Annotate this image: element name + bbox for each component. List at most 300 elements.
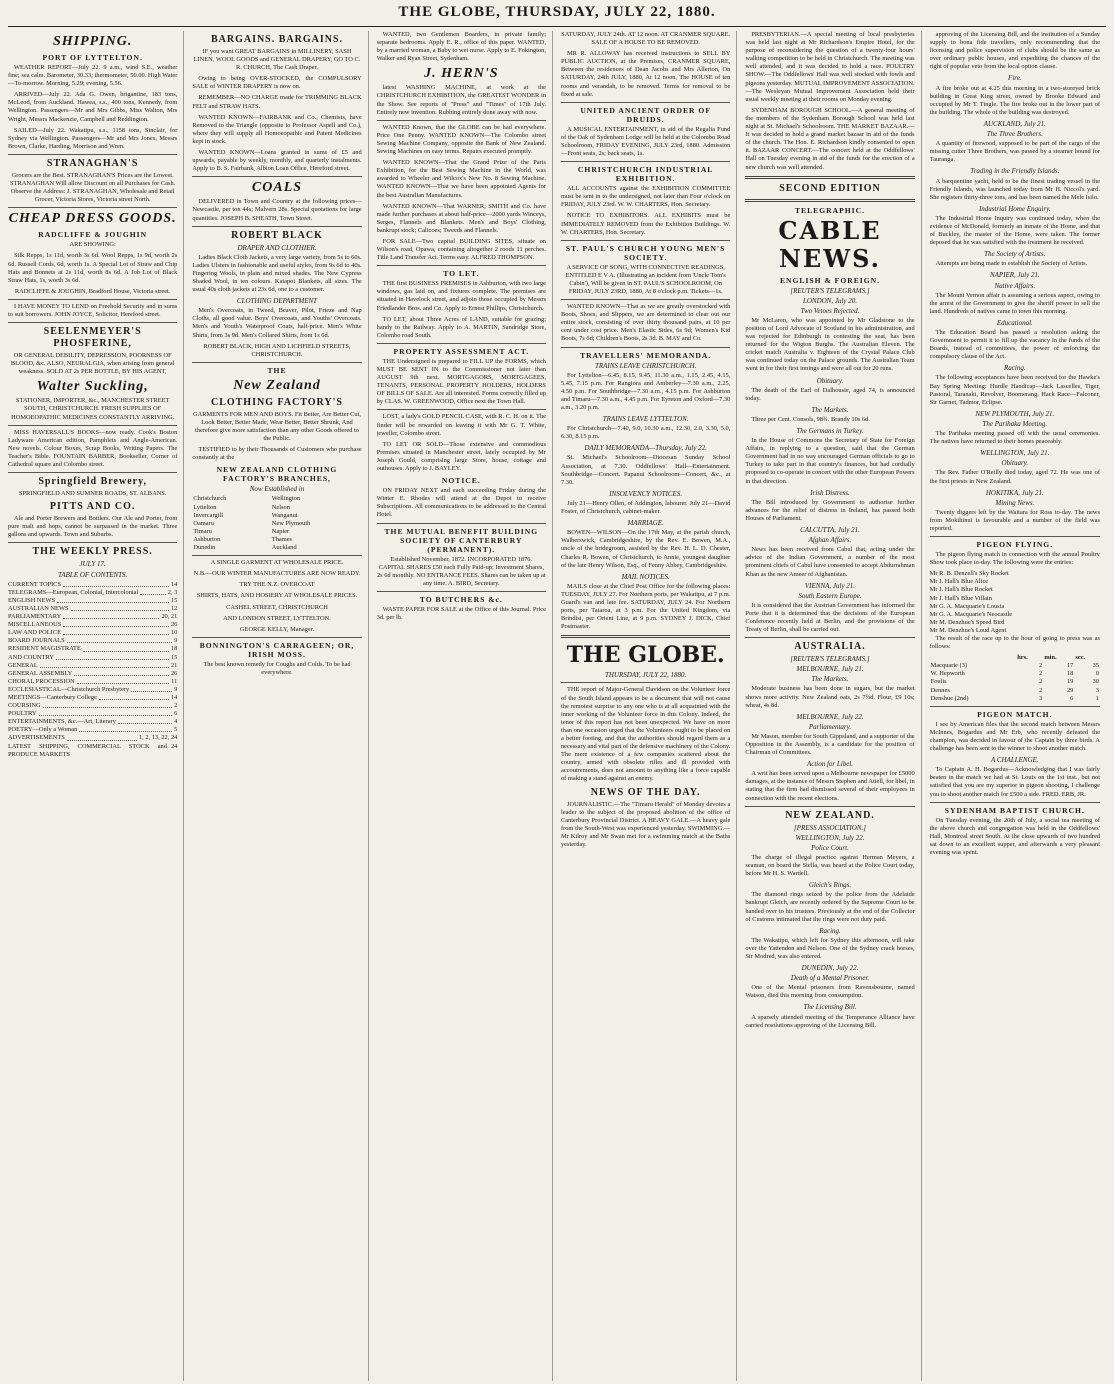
toc-leader	[77, 678, 169, 684]
pigeon-cell-hrs: 2	[1039, 686, 1043, 694]
property-heading: PROPERTY ASSESSMENT ACT.	[393, 346, 530, 356]
parihaka-body: The Parihaka meeting passed off with the usual ceremonies. The natives have returned to their homes peaceably.	[929, 430, 1100, 446]
leader-article: THE report of Major-General Davidson on the Volunteer force of the South Island appears to be a document that will not cause the remotest surprise to any one who is at all acquainted with the inner working of the Volunteer force in this Colony. Indeed, the tenor of this report has not been unexpected. We have on more than one occasion urged that the Volunteers ought to be placed on a better footing, and that the authorities should regard them as a necessary and vital part of the defensive machinery of the Colony. The mere existence of a few companies scattered about the country, armed with obsolete rifles and ill provided with accoutrements, does not amount to anything like a force capable of making a stand against an enemy.	[560, 686, 731, 783]
stranaghan-body: Grocers are the Best. STRANAGHAN'S Prices are the Lowest. STRANAGHAN Will allow Discount on all Purchases for Cash. Observe the Address: J. STRANAGHAN, Wholesale and Retail Grocer, Victoria Stores, Victoria street North.	[10, 171, 176, 204]
branches-heading: NEW ZEALAND CLOTHING FACTORY'S BRANCHES,	[216, 465, 338, 484]
pigeon-cell-sec: 1	[1095, 694, 1099, 702]
afghan-heading: Afghan Affairs.	[808, 536, 852, 545]
prisoner-body: One of the Mental prisoners from Ravensbourne, named Watson, died this morning from consumption.	[745, 984, 915, 1000]
boots-ad: WANTED KNOWN—That as we are greatly overstocked with Boots, Shoes, and Slippers, we are determined to clear out our entire stock, consisting of over thirty thousand pairs, at 10 per cent under cost price. Men's Elastic Sides, 6s 9d; Women's Kid Boots, 7s 6d; Children's Boots, 2s 3d. B. MAY and Co.	[560, 303, 731, 343]
col-min: min.	[1044, 654, 1057, 662]
lichfield-line: AND LONDON STREET, LYTTELTON.	[223, 614, 331, 622]
insolvency-body: July 21—Henry Ollen, of Addington, labourer. July 21—David Foster, of Christchurch, cabinet-maker.	[560, 499, 731, 516]
toc-row	[8, 613, 177, 621]
overcoat-line: TRY THE N.Z. OVERCOAT	[239, 581, 315, 589]
toc-row	[8, 654, 177, 662]
table-row	[930, 695, 1100, 703]
st-pauls-body: A SERVICE OF SONG, WITH CONNECTIVE READINGS, ENTITLED E V A. (Illustrating an incident from 'Uncle Tom's Cabin'), Will be given in ST. PAUL'S SCHOOLROOM, On FRIDAY, JULY 23RD, 1880, At 8 o'clock p.m. Tickets—1s.	[565, 263, 726, 295]
toc-leader	[63, 613, 159, 619]
toc-page: 26	[170, 621, 178, 629]
druids-body: A MUSICAL ENTERTAINMENT, in aid of the Regalia Fund of the Oak of Sydenham Lodge will be held at the Colombo Road Schoolroom, FRIDAY EVENING, JULY 23rd, 1880. Admission—Front seats, 2s; back seats, 1s.	[560, 125, 731, 158]
wanted-boarders: WANTED, two Gentlemen Boarders, in private family; separate bedrooms. Apply E. R., office of this paper. WANTED, by a married woman, a Baby to wet nurse. Apply to E. Fokington, Walker and Ryan Street, Sydenham.	[376, 31, 546, 63]
police-court-heading: Police Court.	[811, 843, 849, 852]
pigeon-cell-min: 6	[1070, 694, 1074, 702]
toc-page: 20, 21	[161, 613, 178, 621]
toc-page: 11	[171, 677, 178, 685]
toc-row	[8, 710, 177, 718]
toc-leader	[74, 670, 169, 676]
racing-heading: Racing.	[1004, 364, 1026, 373]
pigeon-entry: Mr M. Denzhue's Speed Bird	[929, 618, 1005, 626]
overstock-notice: Owing to being OVER-STOCKED, the COMPULSORY SALE of WINTER DRAPERY is now on.	[192, 75, 362, 91]
toc-page: 15	[170, 653, 178, 661]
wholesale-line: A SINGLE GARMENT AT WHOLESALE PRICE.	[210, 559, 344, 567]
toc-label: MISCELLANEOUS	[8, 621, 62, 629]
table-row	[930, 670, 1100, 678]
cheap-dress-heading: CHEAP DRESS GOODS.	[8, 211, 177, 227]
toc-row	[8, 678, 177, 686]
vienna-body: It is considered that the Austrian Government has informed the Porte that it is determined that the decisions of the European Conference recently held at Berlin, and the provisions of the Treaty of Berlin, shall be carried out.	[745, 601, 915, 634]
local-news-2: SYDENHAM BOROUGH SCHOOL.—A general meeting of the members of the Sydenham Borough School was held last night at St. Michael's Schoolroom. THE MARKET BAZAAR.—It was decided to hold a grand market bazaar in aid of the funds of the church. The Hon. E. Richardson kindly consented to open it. BAZAAR CONCERT.—The concert held at the Oddfellows' Hall on Tuesday evening in aid of the funds for the erection of a new church was well attended.	[745, 106, 915, 171]
pigeon-cell-name: W. Hepworth	[930, 670, 965, 678]
dunedin-dateline: DUNEDIN, July 22.	[801, 964, 859, 973]
pitts-heading: PITTS AND CO.	[49, 501, 136, 513]
table-row	[930, 662, 1100, 670]
butchers-body: WASTE PAPER FOR SALE at the Office of this Journal. Price 3d. per lb.	[376, 605, 546, 621]
napier-dateline: NAPIER, July 21.	[989, 271, 1040, 280]
weather-report: WEATHER REPORT—July 22. 9 a.m., wind S.E., weather fine; sea calm. Barometer, 30.33; thermometer, 50.00. High Water—To-morrow. Morning, 5.29; evening, 5.56.	[8, 64, 178, 88]
branch-town: Ashburton	[193, 535, 221, 543]
toc-leader	[57, 597, 169, 603]
toc-leader	[40, 662, 169, 668]
sailed-list: SAILED—July 22. Wakatipu, s.s., 1158 tons, Sinclair, for Sydney via Wellington. Passengers—Mr and Mrs Jones, Messrs Brown, Clarke, Harding, Morrison and Wren.	[8, 126, 178, 150]
clothing-factory-heading: CLOTHING FACTORY'S	[210, 396, 343, 408]
toc-label: CHORAL PROCESSION	[8, 677, 75, 685]
turkey-body: In the House of Commons the Secretary of State for Foreign Affairs, in replying to a question, said that the German Government had in no way encouraged German officials to go to Turkey to take part in that country's finances, but had cordially proposed to co-operate in concert with the other European Powers in that direction.	[745, 437, 915, 485]
artists-heading: The Society of Artists.	[984, 250, 1046, 259]
manager-line: GEORGE KELLY, Manager.	[239, 625, 315, 633]
markets-body: Three per Cent. Consols, 98¾. Brandy 10s 6d.	[751, 415, 870, 423]
toc-label: GENERAL	[8, 661, 38, 669]
toc-page: 12	[170, 604, 178, 612]
to-let-land: TO LET, about Three Acres of LAND, suitable for grazing; handy to the Railway. Apply to A. MARTIN, Sandridge Store, Colombo road South.	[376, 315, 546, 339]
branch-town: Christchurch	[193, 495, 227, 503]
robert-black-address: ROBERT BLACK, HIGH AND LICHFIELD STREETS, CHRISTCHURCH.	[203, 342, 351, 358]
branch-towns	[192, 495, 361, 552]
weekly-press-date: JULY 17.	[79, 560, 106, 569]
new-plymouth-dateline: NEW PLYMOUTH, July 21.	[975, 409, 1055, 418]
news-of-the-day: JOURNALISTIC.—The "Timaru Herald" of Monday devotes a leader to the subject of the proposed abolition of the office of Canterbury Provincial District. A HEAVY GALE.—A heavy gale from the South-West was experienced yesterday. SWIMMING.—Mr Kilroy and Mr Swan met for a swimming match at the Baths yesterday.	[560, 800, 731, 849]
to-let-premises: TO LET OR SOLD—Those extensive and commodious Premises situated in Manchester street, lately occupied by Mr Joseph Gould, comprising large Store, house, cottage and outhouses. Apply to J. BAYLEY.	[376, 440, 546, 473]
radcliffe-items: Silk Repps, 1s 11d, worth 3s 6d. Wool Repps, 1s 9d, worth 2s 6d. Russell Cords, 6d, worth 1s. A Special Lot of Straw and Chip Hats and Bonnets at 2s 11d, worth 8s 6d. A Job Lot of Black Straw Hats, 1s, worth 3s 6d.	[8, 252, 178, 284]
shirts-line: SHIRTS, HATS, AND HOSIERY AT WHOLESALE PRICES.	[196, 592, 358, 600]
branch-row	[192, 512, 361, 520]
branch-town: Napier	[271, 527, 290, 535]
branch-town: Oamaru	[193, 519, 214, 527]
toc-label: POETRY—Only a Woman	[8, 726, 78, 734]
branch-town: Thames	[271, 535, 293, 543]
toc-page: 2	[174, 702, 178, 710]
pigeon-cell-sec: 0	[1095, 670, 1099, 678]
friendly-islands-heading: Trading in the Friendly Islands.	[970, 167, 1060, 176]
masthead	[8, 4, 1106, 27]
to-let-body: THE first BUSINESS PREMISES in Ashburton, with two large windows, gas laid on, and fixtures complete. The premises are situated in Havelock street, and adjoin those occupied by Messrs Friedlander Bros. and Co. Apply to Ernest Phillips, Christchurch.	[376, 280, 546, 312]
toc-page: 10	[170, 629, 178, 637]
markets-heading: The Markets.	[811, 405, 849, 414]
parliamentary-body: Mr Mason, member for South Gippsland, and a supporter of the Opposition in the Assembly, is a candidate for the position of Chairman of Committees.	[745, 732, 915, 757]
hern-heading: J. HERN'S	[424, 66, 499, 82]
toc-leader	[83, 645, 169, 651]
toc-label: COURSING	[8, 702, 41, 710]
wellington-dateline: WELLINGTON, July 22.	[795, 833, 865, 842]
trimming-notice: REMEMBER—NO CHARGE made for TRIMMING BLACK FELT and STRAW HATS.	[192, 94, 362, 110]
native-affairs-body: The Mount Vernon affair is assuming a serious aspect, owing to the arrest of the Government to give the sheriff power to sell the land. Hundreds of natives came to town this morning.	[929, 291, 1100, 315]
daily-memoranda-heading: DAILY MEMORANDA—Thursday, July 22.	[584, 444, 707, 453]
pigeon-entry: Mr R. B. Denzell's Sky Rocket	[929, 570, 1009, 578]
pigeon-cell-name: Denshue (2nd)	[930, 694, 969, 702]
pigeon-cell-hrs: 2	[1039, 678, 1043, 686]
branch-town: Dunedin	[193, 544, 216, 552]
suckling-body: STATIONER, IMPORTER, &c., MANCHESTER STREET SOUTH, CHRISTCHURCH. FRESH SUPPLIES OF HOMOEOPATHIC MEDICINES CONSTANTLY ARRIVING.	[11, 397, 175, 421]
pigeon-cell-name: Foulis	[930, 678, 947, 686]
toc-label: ADVERTISEMENTS	[8, 734, 65, 742]
money-lend-ad: I HAVE MONEY TO LEND on Freehold Security and in sums to suit borrowers. JOHN JOYCE, Solicitor, Hereford street.	[8, 302, 178, 318]
to-let-heading: TO LET.	[443, 269, 480, 279]
toc-leader	[99, 694, 169, 700]
libel-body: A writ has been served upon a Melbourne newspaper for £5000 damages, at the instance of Messrs Stephen and Attell, for libel, in stating that the firm had dismissed several of their employees in connection with the recent elections.	[745, 770, 915, 802]
branch-town: New Plymouth	[271, 519, 311, 527]
pigeon-match-heading: PIGEON MATCH.	[977, 709, 1053, 719]
toc-leader	[79, 726, 172, 732]
for-sale-ad: FOR SALE—Two capital BUILDING SITES, situate on Wilson's road, Opawa, containing altogether 2 roods 11 perches. Title Land Transfer Act. Terms easy. ALFRED THOMPSON.	[376, 237, 546, 262]
pigeon-result-lead: The result of the race up to the hour of going to press was as follows:	[929, 635, 1100, 651]
obituary-heading: Obituary.	[816, 376, 844, 385]
toc-label: CURRENT TOPICS	[8, 580, 62, 588]
nz-racing-body: The Wakatipu, which left for Sydney this afternoon, will take over the Yattendon and Nelson. One of the Sydney crack horses, Sir Modred, was also entered.	[745, 936, 915, 960]
afghan-body: News has been received from Cabul that, acting under the advice of the Indian Government, a number of the most prominent chiefs of Cabul have consented to accept Abdurrahman Khan as the new Ameer of Afghanistan.	[745, 546, 915, 578]
toc-leader	[63, 581, 169, 587]
toc-leader	[118, 718, 172, 724]
toc-row	[8, 743, 177, 759]
alloway-auction: MR R. ALLOWAY has received instructions to SELL BY PUBLIC AUCTION, at the Premises, CRANMER SQUARE, Between the residences of Dean Jacobs and Mrs Allerton, On SATURDAY, 24th JULY, 1880, At 12 noon, The HOUSE of ten rooms and verandah, to be removed. Terms for removal to be fixed at sale.	[560, 50, 731, 98]
toc-label: POULTRY	[8, 710, 37, 718]
winter-line: N.B.—OUR WINTER MANUFACTURES ARE NOW READY.	[193, 570, 361, 578]
table-row	[930, 687, 1100, 695]
licensing-body: A sparsely attended meeting of the Temperance Alliance have carried resolutions approving of the Licensing Bill.	[745, 1013, 915, 1029]
toc-leader	[67, 734, 137, 740]
brewery-heading: Springfield Brewery,	[38, 476, 148, 488]
pigeon-cell-hrs: 2	[1039, 670, 1043, 678]
melbourne2-dateline: MELBOURNE, July 22.	[796, 712, 864, 721]
melbourne-dateline: MELBOURNE, July 21.	[796, 665, 864, 674]
local-news-1: PRESBYTERIAN.—A special meeting of local presbyteries was held last night at Mr Richardson's Empire Hotel, for the purpose of reconsidering the question of a twenty-four hours' walking competition to be held in Christchurch. The meeting was well attended, and it was decided to hold a race. POULTRY SHOW.—The Oddfellows' Hall was well stocked with fowls and pigeons yesterday. MUTUAL IMPROVEMENT ASSOCIATION.—The Wesleyan Mutual Improvement Association held their usual weekly meeting at their rooms on Monday evening.	[745, 31, 915, 103]
haversall-ad: MISS HAVERSALL'S BOOKS—now ready. Cook's Boston Ladyware American edition, Pamphlets and Angle-American. New novels. Colour Boxes, Scrap Books, Writing Papers. The Teacher's Bible. FOUNTAIN BARBER, Bookseller, Corner of Cathedral square and Colombo street.	[8, 428, 178, 468]
col-hrs: hrs.	[1017, 654, 1028, 662]
loans-ad: WANTED KNOWN—Loans granted in sums of £5 and upwards, payable by weekly, monthly, and quarterly instalments. Apply to B. S. Fairbank, Albion Loan Office, Hereford street.	[192, 149, 362, 173]
globe-date: THURSDAY, JULY 22, 1880.	[605, 671, 687, 680]
toc-label: LATEST SHIPPING, COMMERCIAL STOCK and PRODUCE MARKETS	[8, 742, 167, 758]
pigeon-cell-min: 19	[1066, 678, 1074, 686]
toc-row	[8, 637, 177, 645]
prisoner-heading: Death of a Mental Prisoner.	[790, 974, 870, 983]
new-zealand-news-heading: NEW ZEALAND.	[785, 809, 875, 821]
robert-black-subheading: DRAPER AND CLOTHIER.	[237, 243, 317, 252]
branch-row	[192, 495, 361, 503]
artists-body: Attempts are being made to establish the Society of Artists.	[935, 260, 1088, 268]
parliamentary-heading: Parliamentary.	[808, 722, 852, 731]
toc-row	[8, 702, 177, 710]
pigeon-cell-name: Dennes	[930, 686, 950, 694]
stranaghan-heading: STRANAGHAN'S	[46, 157, 139, 169]
marriage-heading: MARRIAGE.	[627, 519, 664, 528]
toc-label: PARLIAMENTARY	[8, 613, 62, 621]
toc-page: 15	[170, 596, 178, 604]
testified-line: TESTIFIED to by their Thousands of Customers who purchase constantly at the	[192, 446, 362, 462]
pigeon-cell-sec: 35	[1092, 662, 1099, 670]
libel-heading: Action for Libel.	[806, 760, 854, 769]
hern-body: latest WASHING MACHINE, at work at the CHRISTCHURCH EXHIBITION, the GREATEST WONDER in the Show. See reports of "Press" and "Times" of 17th July. Entirely new invention. Rubbing entirely done away with now.	[376, 84, 546, 116]
column-6	[930, 31, 1106, 1381]
butchers-heading: TO BUTCHERS &c.	[419, 594, 503, 604]
toc-row	[8, 597, 177, 605]
branch-row	[192, 544, 361, 552]
toc-label: MEETINGS—Canterbury College	[8, 693, 97, 701]
obituary2-body: The Rev. Father O'Reilly died today, aged 72. He was one of the first priests in New Zealand.	[929, 469, 1100, 485]
marriage-body: BOWEN—WILSON—On the 17th May, at the parish church, Walberswick, Cambridgeshire, by the Rev. E. Bowen, M.A., uncle of the bridegroom, assisted by the Rev. H. L. D. Chester, Charles R. Bowen, of Christchurch, to Annie, youngest daughter of the late Henry Wilson, Esq., of Fenny Abbey, Cambridgeshire.	[560, 529, 731, 569]
toc-leader	[71, 605, 169, 611]
toc-row	[8, 629, 177, 637]
exhibition-accounts: ALL ACCOUNTS against the EXHIBITION COMMITTEE must be sent in to the undersigned, not later than Four o'clock on FRIDAY, JULY 23rd. W. W. CHARTERS, Hon. Secretary.	[560, 185, 731, 209]
london-dateline: LONDON, July 20.	[802, 296, 858, 305]
column-4	[561, 31, 737, 1381]
toc-leader	[63, 621, 169, 627]
pigeon-cell-min: 17	[1066, 662, 1074, 670]
port-heading: PORT OF LYTTELTON.	[42, 53, 143, 62]
telegraphic-heading: TELEGRAPHIC.	[794, 205, 865, 215]
trains-christchurch-heading: TRAINS LEAVE CHRISTCHURCH.	[594, 361, 697, 370]
toc-page: 4	[174, 718, 178, 726]
pigeon-entry: Mr G. A. Macquarie's Lousia	[929, 602, 1005, 610]
brewery-body: SPRINGFIELD AND SUMNER ROADS, ST. ALBANS.	[18, 490, 167, 498]
hokitika-dateline: HOKITIKA, July 21.	[985, 488, 1044, 497]
pigeon-entry: Mr J. Hall's Blue Rocket	[929, 586, 993, 594]
toc-page: 2, 3	[167, 588, 178, 596]
robert-black-body: Ladies Black Cloth Jackets, a very large variety, from 5s to 60s. Ladies Ulsters in fashionable and useful styles, from 9s 6d to 40s. Fingering Wools, in plain and mixed shades. The New Cypress Shaded Wool, in ten colours. Kaiapoi Blankets, all sizes. The usual 40s cloth jackets at 23s 6d, one to a customer.	[192, 253, 362, 294]
sydenham-body: On Tuesday evening, the 20th of July, a social tea meeting of the above church and congregation was held in the Oddfellows' Hall, Montreal street South. At the close upwards of two hundred sat down to an excellent supper, and afterwards a very pleasant evening was spent.	[929, 816, 1100, 856]
weekly-press-heading: THE WEEKLY PRESS.	[32, 546, 153, 558]
pigeon-results-table	[930, 654, 1100, 703]
toc-label: ENGLISH NEWS	[8, 596, 56, 604]
toc-label: ENTERTAINMENTS, &c.—Art, Literary	[8, 718, 116, 726]
daily-memoranda: St. Michael's Schoolroom—Diocesan Sunday School Association, at 7.30. Oddfellows' Hall—Entertainment. Southbridge—Concert. Papanui Schoolroom—Concert, &c., at 7.30.	[560, 454, 731, 486]
bonnington-heading: BONNINGTON'S CARRAGEEN; OR, IRISH MOSS.	[199, 640, 355, 659]
column-2	[192, 31, 368, 1381]
toc-page: 14	[170, 580, 178, 588]
toc-heading: TABLE OF CONTENTS.	[58, 570, 128, 579]
wanted-known-1: WANTED Known, that the GLOBE can be had everywhere. Price One Penny. WANTED KNOWN—The Colombo street Sewing Machine Company, opposite the Bank of New Zealand. Sewing Machines on easy terms. Repairs executed promptly.	[376, 123, 546, 156]
toc-row	[8, 645, 177, 653]
toc-leader	[56, 654, 169, 660]
masthead-title: THE GLOBE, THURSDAY, JULY 22, 1880.	[398, 4, 716, 20]
irish-heading: Irish Distress.	[810, 488, 850, 497]
toc-row	[8, 605, 177, 613]
toc-leader	[63, 629, 169, 635]
australia-heading: AUSTRALIA.	[794, 641, 866, 653]
pigeon-entry: Mr J. Hall's Blue Alice	[929, 578, 989, 586]
factory-body: GARMENTS FOR MEN AND BOYS. Fit Better, Are Better Cut, Look Better, Better Made, Wear Better, Better Shrunk, And therefore give more satisfaction than any other Goods offered to the Public.	[192, 410, 362, 443]
gleich-heading: Gleich's Rings.	[808, 881, 852, 890]
parihaka-heading: The Parihaka Meeting.	[982, 419, 1048, 428]
london-body: Mr McLaren, who was appointed by Mr Gladstone to the position of Lord Advocate of Scotland in his administration, and was rejected for Edinburgh in contesting the seat, has been returned for the Wigton Burghs. The Australian Eleven. The cricket match Australia v. Eighteen of the Crystal Palace Club was continued today on the Palace grounds. The Australian Team went in for their first innings and were all out for 20 runs.	[745, 316, 915, 373]
pigeon-cell-sec: 30	[1092, 678, 1099, 686]
toc-label: ECCLESIASTICAL—Christchurch Presbytery	[8, 685, 130, 693]
bargains-heading: BARGAINS. BARGAINS.	[210, 34, 344, 45]
globe-masthead: THE GLOBE.	[566, 642, 725, 669]
trains-lyttelton-heading: TRAINS LEAVE LYTTELTON.	[602, 415, 689, 424]
pigeon-flying-heading: PIGEON FLYING.	[976, 540, 1054, 550]
st-pauls-heading: ST. PAUL'S CHURCH YOUNG MEN'S SOCIETY.	[565, 243, 726, 262]
pigeon-flying-body: The pigeon flying match in connection with the annual Poultry Show took place to-day. The following were the entries:	[929, 551, 1100, 567]
mining-body: Twenty diggers left by the Waitara for Ross to-day. The news from Mokihinui is favourable and a number of the field was reported.	[929, 508, 1100, 532]
insolvency-heading: INSOLVENCY NOTICES.	[609, 489, 683, 498]
educational-body: The Education Board has passed a resolution asking the Government to permit it to fill up the vacancy in the funds of the Boards, instead of committees, the power of enforcing the compulsory clause of the Act.	[929, 329, 1100, 361]
toc-label: AND COUNTRY	[8, 653, 54, 661]
notice-heading: NOTICE.	[441, 476, 481, 486]
robert-black-heading: ROBERT BLACK	[231, 229, 323, 241]
second-edition-heading: SECOND EDITION	[779, 182, 881, 194]
toc-page: 6	[174, 710, 178, 718]
police-court-body: The charge of illegal practice against Herman Meyers, a seaman, on board the Stella, was heard at the Police Court today, before Mr H. S. Wardell.	[745, 853, 915, 878]
branch-row	[192, 520, 361, 528]
pigeon-entry: Mr M. Denzhue's Loud Agent	[929, 626, 1007, 634]
toc-leader	[131, 686, 172, 692]
toc-page: 9	[174, 637, 178, 645]
lost-ad: LOST, a lady's GOLD PENCIL CASE, with R. C. H. on it. The finder will be rewarded on leaving it with Mr G. T. White, jeweller, Colombo street.	[376, 413, 546, 437]
friendly-islands-body: A barquentine yacht, held to be the finest trading vessel in the Friendly Islands, was launched today from Mr H. Niccol's yard. She registers thirty-three tons, and has been named the Mele Isilo.	[929, 177, 1100, 201]
exhibition-notice: NOTICE TO EXHIBITORS. ALL EXHIBITS must be IMMEDIATELY REMOVED from the Exhibition Buildings. W. W. CHARTERS, Hon. Secretary.	[560, 212, 731, 236]
press-association-label: [PRESS ASSOCIATION.]	[794, 823, 866, 832]
toc-page: 9	[174, 685, 178, 693]
radcliffe-heading: RADCLIFFE & JOUGHIN	[38, 230, 148, 240]
branches-subheading: Now Established in	[249, 485, 305, 494]
coals-heading: COALS	[251, 180, 303, 196]
toc-page: 24	[170, 742, 178, 750]
cable-news-heading: CABLE NEWS.	[778, 215, 882, 273]
radcliffe-lead: ARE SHOWING:	[69, 241, 116, 249]
toc-leader	[67, 637, 172, 643]
challenge-heading: A CHALLENGE.	[990, 756, 1039, 765]
branch-town: Invercargill	[193, 511, 224, 519]
licensing-heading: The Licensing Bill.	[803, 1003, 857, 1012]
toc-page: 18	[170, 645, 178, 653]
three-brothers-heading: The Three Brothers.	[986, 130, 1043, 139]
toc-row	[8, 670, 177, 678]
radcliffe-address: RADCLIFFE & JOUGHIN, Bradford House, Victoria street.	[14, 287, 171, 295]
london-subheading: Two Vetoes Rejected.	[800, 306, 860, 315]
wanted-known-2: WANTED KNOWN—That the Grand Prize of the Paris Exhibition, for the Best Sewing Machine in the World, was awarded to Wheeler and Wilcox's New No. 8 Sewing Machine. WANTED KNOWN—That we have been appointed Agents for the best Australian Manufactures.	[376, 159, 546, 199]
toc-label: AUSTRALIAN NEWS	[8, 604, 69, 612]
pigeon-cell-hrs: 3	[1039, 694, 1043, 702]
toc-label: TELEGRAMS—European, Colonial, Intercolonial	[8, 588, 139, 596]
fire-body: A fire broke out at 4.25 this morning in a two-storeyed brick building in Great King street, owned by Brooke Edward and occupied by Mr T. Tingle. The fire broke out in the lower part of the building. The whole of the building was destroyed.	[929, 84, 1100, 116]
licensing-continued: approving of the Licensing Bill, and the institution of a Sunday supply to bona fide travellers, only recommending that the licensing and police supervision of clubs should be the same as over ordinary public houses, and expediting the chances of the right of popular veto from the local option clause.	[929, 31, 1100, 71]
branch-row	[192, 504, 361, 512]
the-label: THE	[267, 365, 287, 375]
wellington2-dateline: WELLINGTON, July 21.	[980, 449, 1050, 458]
pigeon-cell-min: 29	[1066, 686, 1074, 694]
table-of-contents	[8, 581, 177, 759]
wanted-known-3: WANTED KNOWN—That WARNER, SMITH and Co. have made further purchases at about half-price—2000 yards Winceys, Serges, Flannels and Blankets. Men's and Boys' Clothing, bankrupt stock; Calicoes; Tweeds and Flannels.	[376, 202, 546, 234]
toc-row	[8, 726, 177, 734]
bonnington-body: The best known remedy for Coughs and Colds. To be had everywhere.	[203, 660, 351, 676]
branch-town: Nelson	[271, 503, 290, 511]
toc-row	[8, 621, 177, 629]
branch-town: Wanganui	[271, 511, 298, 519]
obituary2-heading: Obituary.	[1001, 459, 1029, 468]
melb-markets-body: Moderate business has been done in sugars, but the market shows more activity. New Zealand oats, 2s 7½d. Flour, £9 10s; wheat, 4s 8d.	[745, 685, 915, 709]
toc-page: 21	[170, 661, 178, 669]
mutual-body: Established November, 1872. INCORPORATED 1876. CAPITAL SHARES £50 each Fully Paid-up; Investment Shares, 2s 6d monthly. NO ENTRANCE FEES. Shares can be taken up at any time. A. BIRD, Secretary.	[376, 555, 546, 587]
fire-heading: Fire.	[1008, 74, 1022, 83]
english-foreign-heading: ENGLISH & FOREIGN.	[779, 275, 881, 285]
news-of-the-day-heading: NEWS OF THE DAY.	[590, 786, 701, 798]
col-name	[930, 654, 1017, 662]
australia-reuters: [REUTER'S TELEGRAMS.]	[790, 655, 870, 664]
column-3	[377, 31, 553, 1381]
sydenham-heading: SYDENHAM BAPTIST CHURCH.	[944, 805, 1085, 815]
toc-page: 14	[170, 693, 178, 701]
toc-row	[8, 686, 177, 694]
toc-row	[8, 718, 177, 726]
coals-body: DELIVERED in Town and Country at the following prices—Newcastle, per ton 44s; Malvern 28s. Special quotations for large quantities. JOSEPH B. SHEATH, Town Street.	[192, 198, 362, 222]
druids-heading: UNITED ANCIENT ORDER OF DRUIDS.	[580, 105, 711, 124]
shipping-heading: SHIPPING.	[52, 34, 133, 49]
clothing-dept-heading: CLOTHING DEPARTMENT	[236, 297, 318, 306]
toc-page: 5	[174, 726, 178, 734]
property-body: THE Undersigned is prepared to FILL UP the FORMS, which MUST BE SENT IN to the Commissioner not later than AUGUST 9th next. MORTGAGORS, MORTGAGEES, TENANTS, PERSONAL PROPERTY HOLDERS, HOLDERS OF BILLS OF SALE. Are all interested. Forms correctly filled up by CLAS. W. GREENWOOD, Office next the Town Hall.	[376, 357, 546, 406]
branch-town: Wellington	[271, 495, 301, 503]
three-brothers-body: A quantity of firewood, supposed to be part of the cargo of the missing cutter Three Brothers, was passed by a steamer bound for Tauranga.	[929, 140, 1100, 164]
pigeon-cell-sec: 3	[1095, 686, 1099, 694]
pigeon-match-body: I see by American files that the second match between Messrs McInnes, Bogardus and Mr Erb, who recently defeated the champion, was decided in favour of the Captain by three birds. A challenge has been sent to the winner to shoot another match.	[929, 720, 1100, 753]
industrial-home-body: The Industrial Home Inquiry was continued today, when the evidence of McDonald, formerly an inmate of the Home, and that of Buckley, the master of the Home, were taken. The former deposed that he was satisfied with the treatment he received.	[929, 214, 1100, 247]
pigeon-entry: Mr J. Hall's Blue Villain	[929, 594, 992, 602]
toc-row	[8, 589, 177, 597]
new-zealand-heading: New Zealand	[233, 377, 321, 393]
toc-page: 1, 2, 13, 22, 24	[138, 734, 178, 742]
trains-christchurch: For Lyttelton—6.45, 8.15, 9.45, 11.30 a.m., 1.15, 2.45, 4.15, 5.45, 7.15 p.m. For Rangiora and Amberley—7.30 a.m., 2.25, 4.50 p.m. For Southbridge—7.30 a.m., 4.15 p.m. For Ashburton and Timaru—7.30 a.m., 4.45 p.m. For Eyreton and Oxford—7.30 a.m., 3.20 p.m.	[560, 371, 731, 411]
toc-row	[8, 581, 177, 589]
irish-body: The Bill introduced by Government to authorise further advances for the relief of distress in Ireland, has passed both Houses of Parliament.	[745, 498, 915, 522]
mail-heading: MAIL NOTICES.	[621, 572, 670, 581]
racing-body: The following acceptances have been received for the Hawke's Bay Spring Meeting: Hurdle Handicap—Jack Lascelles, Tiger, Pastoral, Taranaki, Revolver, Boomerang. Hack Race—Falconer, Sir Garnet, Tadmor, Eclipse.	[929, 374, 1100, 406]
column-1	[8, 31, 184, 1381]
branch-town: Auckland	[271, 544, 297, 552]
column-5	[745, 31, 921, 1381]
melb-markets-heading: The Markets.	[811, 675, 849, 684]
col-sec: sec.	[1075, 654, 1086, 662]
gleich-body: The diamond rings seized by the police from the Adelaide bankrupt Gleich, are recently ordered by the Supreme Court to be handed over to his trustees. Previously at the end of the Collector of Customs intimated that the rings were not duty paid.	[745, 891, 915, 923]
phosferine-heading: SEELENMEYER'S PHOSFERINE,	[43, 326, 142, 350]
mutual-heading: THE MUTUAL BENEFIT BUILDING SOCIETY OF CANTERBURY (PERMANENT).	[384, 526, 539, 554]
travellers-heading: TRAVELLERS' MEMORANDA.	[580, 350, 712, 360]
chemist-ad: WANTED KNOWN—FAIRBANK and Co., Chemists, have Removed to the Triangle (opposite to Professor Aspell and Co.), where they will supply all Homoeopathic and Patent Medicines kept in stock.	[192, 113, 362, 145]
toc-row	[8, 662, 177, 670]
toc-label: GENERAL ASSEMBLY	[8, 669, 73, 677]
trains-lyttelton: For Christchurch—7.40, 9.0, 10.30 a.m., 12.30, 2.0, 3.30, 5.0, 6.30, 8.15 p.m.	[560, 425, 731, 441]
branch-row	[192, 536, 361, 544]
pigeon-entries	[930, 570, 1100, 635]
